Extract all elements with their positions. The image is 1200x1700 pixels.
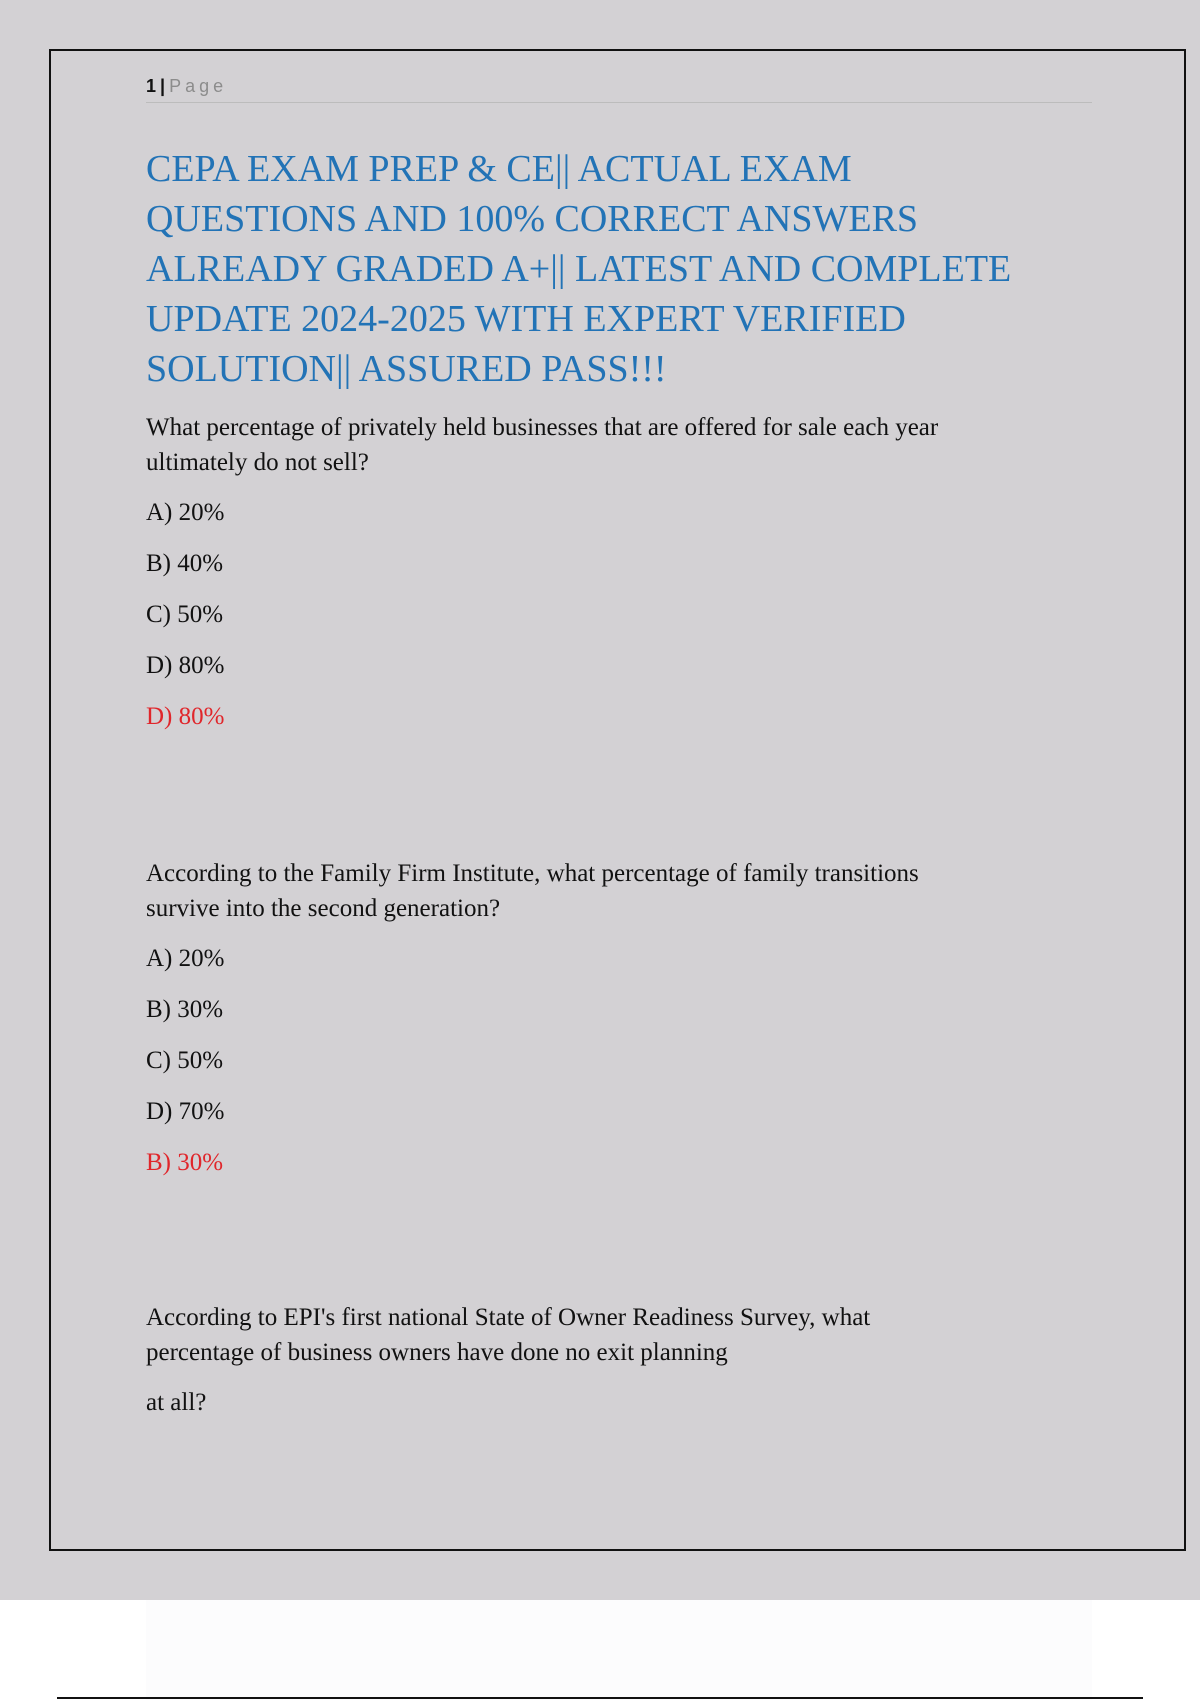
question-block-1	[146, 410, 1096, 730]
question-text	[146, 410, 1096, 480]
option-b: B) 40%	[146, 550, 224, 577]
title-line: SOLUTION|| ASSURED PASS!!!	[146, 348, 667, 390]
option-d: D) 70%	[146, 1098, 225, 1125]
title-line: UPDATE 2024-2025 WITH EXPERT VERIFIED	[146, 298, 906, 340]
question-line: survive into the second generation?	[146, 895, 501, 922]
question-line: percentage of business owners have done no exit planning	[146, 1339, 728, 1366]
page-separator: |	[160, 76, 166, 96]
option-b: B) 30%	[146, 996, 224, 1023]
option-c: C) 50%	[146, 601, 224, 628]
question-line: According to the Family Firm Institute, what percentage of family transitions	[146, 860, 919, 887]
page-header	[146, 74, 1092, 103]
title-line: QUESTIONS AND 100% CORRECT ANSWERS	[146, 198, 919, 240]
next-page-rule	[57, 1697, 1143, 1699]
title-line: ALREADY GRADED A+|| LATEST AND COMPLETE	[146, 248, 1012, 290]
question-line: According to EPI's first national State of Owner Readiness Survey, what	[146, 1304, 871, 1331]
question-block-2	[146, 856, 1096, 1176]
question-line: What percentage of privately held businesses that are offered for sale each year	[146, 414, 939, 441]
page-label: Page	[169, 76, 228, 96]
next-page-strip	[146, 1600, 1092, 1700]
option-a: A) 20%	[146, 499, 225, 526]
question-block-3	[146, 1300, 1096, 1416]
option-c: C) 50%	[146, 1047, 224, 1074]
title-line: CEPA EXAM PREP & CE|| ACTUAL EXAM	[146, 148, 852, 190]
question-line: ultimately do not sell?	[146, 449, 369, 476]
options-list	[146, 944, 224, 1199]
question-text	[146, 1300, 1096, 1370]
option-d: D) 80%	[146, 652, 225, 679]
question-text	[146, 856, 1096, 926]
question-continuation: at all?	[146, 1389, 207, 1416]
document-title	[146, 144, 1106, 394]
correct-answer: D) 80%	[146, 703, 225, 730]
options-list	[146, 498, 224, 753]
option-a: A) 20%	[146, 945, 225, 972]
correct-answer: B) 30%	[146, 1149, 224, 1176]
page-number: 1	[146, 76, 157, 96]
